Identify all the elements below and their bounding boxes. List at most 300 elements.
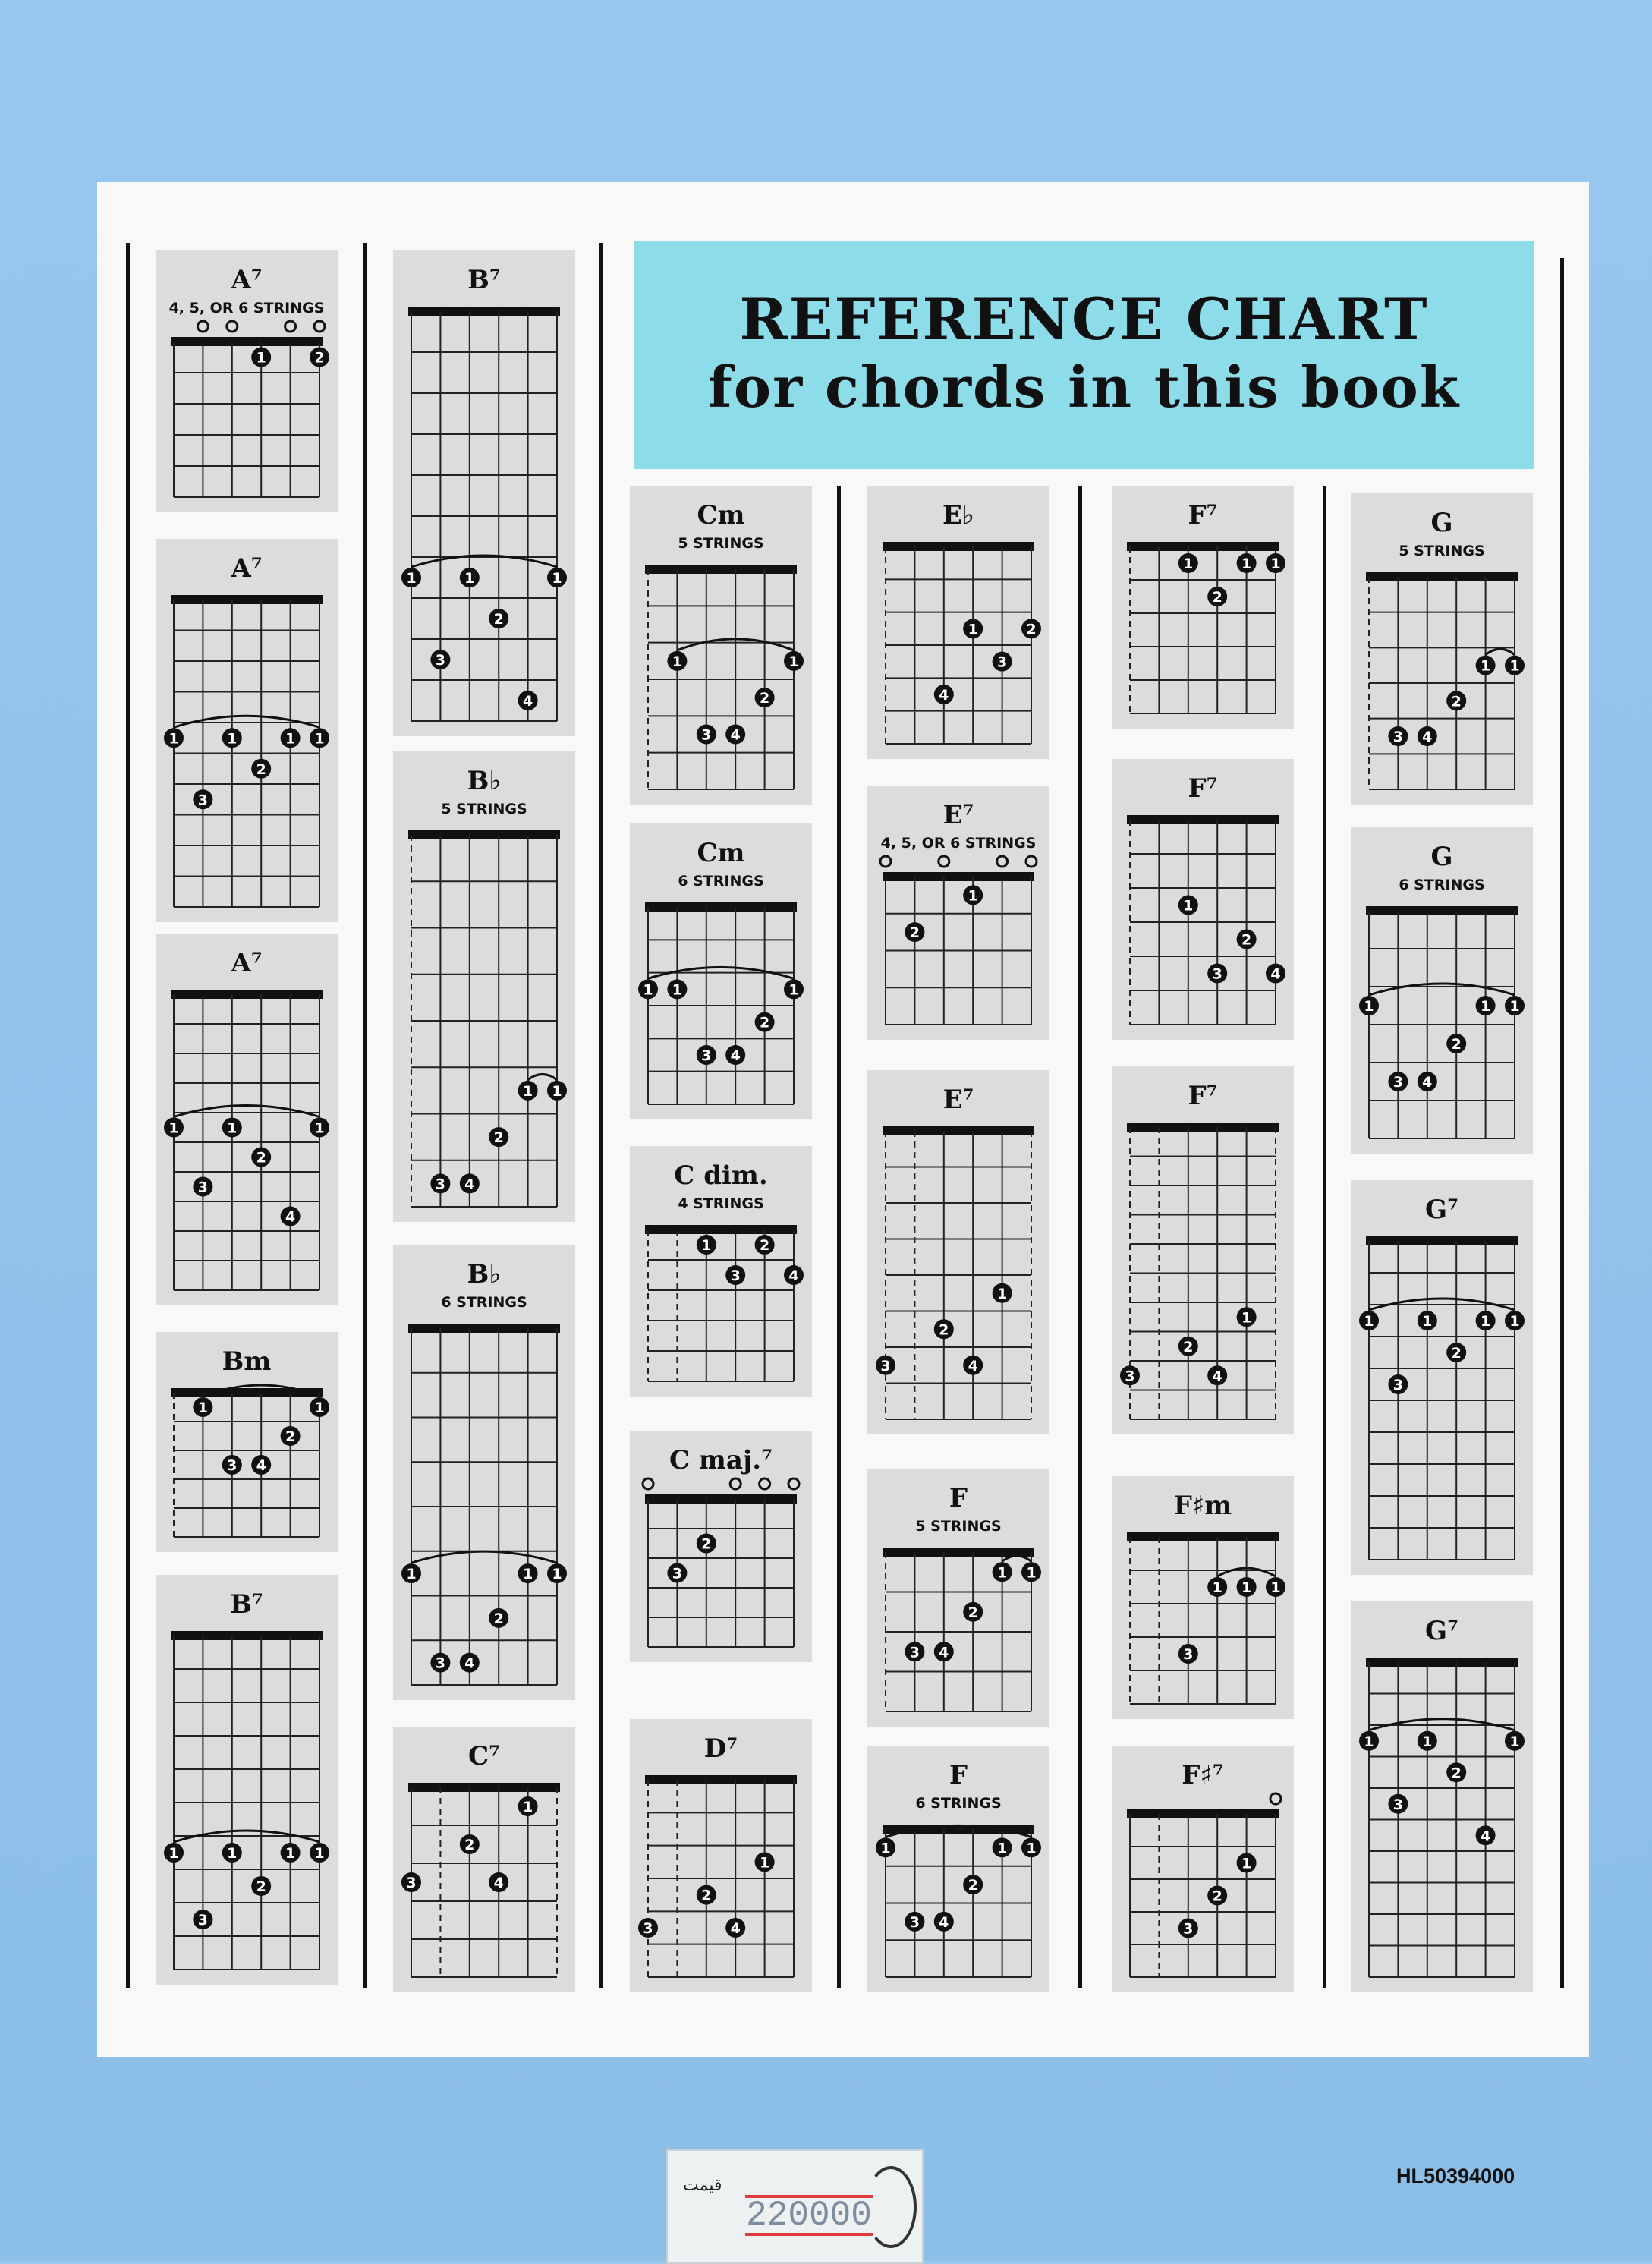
finger-dot: [1178, 553, 1198, 573]
finger-number: 1: [1509, 998, 1520, 1015]
chord-nut: [1127, 542, 1279, 551]
finger-dot: [310, 348, 329, 367]
chord-name: E⁷: [942, 1085, 974, 1115]
finger-dot: [1207, 1365, 1227, 1385]
finger-dot: [489, 1127, 508, 1147]
chord-name: F⁷: [1188, 773, 1218, 804]
finger-dot: [1237, 1307, 1257, 1327]
finger-dot: [963, 1356, 983, 1375]
finger-dot: [697, 1235, 716, 1255]
finger-dot: [251, 759, 271, 779]
finger-dot: [460, 1653, 480, 1673]
finger-dot: [518, 691, 538, 710]
finger-dot: [310, 1118, 329, 1138]
finger-dot: [725, 1045, 745, 1065]
chord-name: F: [949, 1760, 968, 1790]
finger-dot: [993, 1837, 1012, 1857]
finger-dot: [1359, 1731, 1379, 1751]
finger-number: 2: [256, 1149, 266, 1167]
finger-number: 1: [314, 1845, 325, 1862]
chord-nut: [408, 307, 560, 316]
finger-dot: [1021, 1837, 1041, 1857]
finger-dot: [1120, 1365, 1140, 1385]
finger-dot: [222, 1843, 242, 1863]
finger-number: 4: [1480, 1828, 1491, 1845]
finger-number: 2: [759, 690, 770, 707]
chord-nut: [171, 337, 323, 346]
chord-nut: [1366, 906, 1518, 915]
finger-number: 3: [197, 1179, 209, 1196]
finger-number: 1: [227, 1119, 238, 1137]
finger-dot: [1446, 1762, 1466, 1782]
finger-dot: [1446, 1034, 1466, 1053]
finger-number: 1: [1183, 556, 1194, 572]
chord-name: E⁷: [942, 800, 974, 830]
chord-card: [867, 1070, 1049, 1434]
chord-nut: [408, 1783, 560, 1792]
finger-number: 3: [197, 1912, 209, 1929]
finger-number: 4: [730, 1047, 741, 1064]
finger-dot: [430, 1653, 450, 1673]
chord-name: G⁷: [1425, 1616, 1458, 1646]
finger-number: 3: [643, 1920, 653, 1937]
chord-card: [1112, 759, 1294, 1040]
chord-nut: [1366, 1658, 1518, 1667]
finger-number: 3: [1392, 1796, 1404, 1813]
chord-string-count: 6 STRINGS: [441, 1294, 527, 1311]
finger-dot: [1178, 1644, 1198, 1664]
finger-number: 1: [1212, 1579, 1222, 1596]
chord-nut: [883, 1126, 1034, 1135]
chord-nut: [1366, 572, 1518, 581]
finger-number: 2: [314, 349, 325, 367]
finger-dot: [1388, 1794, 1408, 1814]
chord-card: [393, 1727, 575, 1992]
finger-number: 1: [285, 730, 296, 748]
chord-string-count: 5 STRINGS: [441, 801, 527, 817]
finger-dot: [755, 1852, 775, 1872]
finger-number: 1: [522, 1082, 533, 1100]
finger-dot: [784, 651, 804, 671]
finger-number: 1: [227, 730, 238, 748]
chord-card: [1351, 827, 1533, 1154]
finger-number: 4: [256, 1457, 266, 1474]
header-title: REFERENCE CHART: [739, 285, 1429, 353]
chord-nut: [645, 1494, 797, 1504]
finger-number: 1: [968, 887, 978, 905]
finger-number: 1: [464, 570, 475, 587]
finger-number: 1: [314, 1119, 325, 1137]
finger-dot: [193, 1177, 212, 1197]
chord-name: C⁷: [468, 1741, 500, 1771]
finger-dot: [963, 1602, 983, 1622]
chord-card-bg: [630, 486, 812, 805]
finger-dot: [1359, 1311, 1379, 1330]
finger-dot: [905, 922, 924, 942]
finger-number: 4: [968, 1357, 978, 1374]
finger-dot: [1237, 1853, 1257, 1873]
finger-number: 2: [1451, 1345, 1462, 1362]
finger-number: 2: [1451, 1036, 1462, 1053]
chord-card: [630, 1146, 812, 1397]
finger-number: 2: [1212, 589, 1222, 606]
chord-name: B♭: [467, 1259, 502, 1289]
finger-number: 3: [880, 1357, 891, 1374]
chord-card-bg: [156, 934, 338, 1305]
chord-nut: [645, 1775, 797, 1784]
chord-name: A⁷: [231, 948, 263, 978]
chord-card: [1112, 1066, 1294, 1434]
finger-number: 2: [759, 1014, 770, 1031]
finger-dot: [430, 1173, 450, 1193]
finger-number: 4: [285, 1208, 296, 1226]
finger-dot: [164, 728, 184, 748]
finger-number: 2: [968, 1877, 978, 1894]
chord-name: G⁷: [1425, 1195, 1458, 1225]
finger-number: 3: [406, 1875, 417, 1891]
finger-number: 2: [968, 1604, 978, 1621]
chord-name: Cm: [697, 500, 745, 531]
finger-dot: [697, 1885, 716, 1905]
chord-string-count: 5 STRINGS: [915, 1518, 1002, 1535]
finger-number: 2: [256, 760, 266, 778]
chord-card: [393, 250, 575, 736]
chord-card: [867, 1746, 1049, 1992]
chord-card: [1112, 486, 1294, 729]
finger-dot: [1207, 1886, 1227, 1906]
finger-dot: [1021, 619, 1041, 638]
finger-dot: [401, 1563, 421, 1583]
finger-dot: [1207, 964, 1227, 984]
finger-dot: [993, 652, 1012, 672]
finger-dot: [755, 688, 775, 707]
chord-nut: [171, 595, 323, 604]
sticker-stamp: [865, 2166, 917, 2248]
chord-name: Cm: [697, 838, 745, 868]
finger-number: 4: [788, 1267, 799, 1284]
finger-dot: [784, 1265, 804, 1285]
finger-number: 1: [168, 1119, 179, 1137]
finger-dot: [934, 685, 954, 704]
finger-number: 3: [1183, 1646, 1194, 1663]
finger-number: 1: [1509, 1313, 1520, 1330]
chord-string-count: 6 STRINGS: [915, 1795, 1002, 1812]
chord-card: [156, 539, 338, 922]
finger-number: 4: [1422, 729, 1433, 745]
finger-number: 1: [285, 1845, 296, 1862]
finger-number: 3: [435, 1176, 446, 1193]
finger-dot: [164, 1118, 184, 1138]
finger-number: 1: [1026, 1840, 1037, 1857]
chord-card-bg: [867, 1070, 1049, 1434]
finger-number: 3: [672, 1565, 683, 1582]
finger-dot: [725, 1918, 745, 1938]
chord-name: B♭: [467, 766, 502, 796]
finger-dot: [1021, 1562, 1041, 1582]
finger-dot: [460, 1173, 480, 1193]
finger-number: 1: [968, 621, 978, 638]
finger-number: 1: [197, 1400, 209, 1416]
finger-number: 2: [493, 1129, 504, 1147]
finger-number: 1: [996, 1285, 1008, 1302]
finger-number: 3: [227, 1457, 238, 1474]
finger-number: 2: [759, 1237, 770, 1254]
finger-dot: [222, 1455, 242, 1475]
finger-dot: [934, 1319, 954, 1339]
finger-number: 1: [1480, 1313, 1491, 1330]
chord-card: [1112, 1476, 1294, 1719]
finger-dot: [251, 1455, 271, 1475]
chord-nut: [883, 542, 1034, 551]
finger-dot: [1266, 553, 1285, 573]
finger-dot: [963, 1875, 983, 1894]
chord-name: G: [1430, 842, 1453, 872]
chord-card: [630, 823, 812, 1119]
finger-dot: [697, 725, 716, 745]
finger-dot: [518, 1081, 538, 1101]
finger-number: 4: [464, 1176, 475, 1193]
finger-number: 1: [701, 1237, 712, 1254]
chord-nut: [1127, 1123, 1279, 1132]
finger-number: 1: [1364, 1733, 1374, 1750]
finger-number: 1: [406, 1566, 417, 1583]
chord-card-bg: [393, 1245, 575, 1700]
finger-dot: [1237, 930, 1257, 949]
finger-number: 1: [1509, 657, 1520, 675]
finger-number: 3: [197, 792, 209, 809]
finger-number: 3: [435, 1655, 446, 1672]
price-label: قیمت: [683, 2176, 722, 2195]
chord-card: [867, 786, 1049, 1040]
finger-dot: [401, 568, 421, 587]
chord-card: [630, 486, 812, 805]
finger-dot: [1505, 996, 1525, 1015]
finger-dot: [905, 1642, 924, 1661]
finger-number: 4: [493, 1875, 504, 1891]
finger-number: 3: [996, 653, 1008, 671]
finger-number: 2: [1212, 1888, 1222, 1905]
finger-number: 3: [701, 726, 712, 744]
finger-number: 2: [256, 1878, 266, 1895]
finger-dot: [193, 1910, 212, 1929]
catalog-number: HL50394000: [1396, 2165, 1515, 2187]
chord-name: F♯m: [1173, 1491, 1232, 1521]
chord-name: C maj.⁷: [669, 1445, 773, 1475]
finger-dot: [547, 568, 567, 587]
chord-card: [393, 751, 575, 1222]
chord-name: G: [1430, 508, 1453, 538]
finger-number: 2: [909, 924, 920, 942]
header-subtitle: for chords in this book: [707, 355, 1461, 420]
finger-dot: [281, 1207, 301, 1226]
finger-number: 1: [552, 570, 562, 587]
chord-nut: [645, 1225, 797, 1234]
finger-dot: [547, 1563, 567, 1583]
finger-dot: [1178, 1919, 1198, 1938]
finger-number: 2: [1026, 621, 1037, 638]
finger-number: 1: [1422, 1733, 1433, 1750]
finger-number: 4: [939, 1644, 949, 1661]
finger-number: 2: [1451, 1765, 1462, 1782]
finger-dot: [489, 609, 508, 628]
finger-dot: [1476, 656, 1496, 675]
chord-card: [867, 486, 1049, 759]
finger-number: 1: [314, 1400, 325, 1416]
chord-name: A⁷: [231, 553, 263, 584]
chord-string-count: 4, 5, OR 6 STRINGS: [880, 835, 1037, 852]
finger-dot: [1418, 1311, 1437, 1330]
finger-dot: [1266, 964, 1285, 984]
finger-number: 1: [880, 1840, 891, 1857]
finger-number: 3: [730, 1267, 741, 1284]
finger-dot: [518, 1563, 538, 1583]
chord-nut: [1127, 815, 1279, 824]
chord-nut: [171, 1631, 323, 1640]
finger-dot: [1266, 1577, 1285, 1597]
finger-number: 1: [1364, 998, 1374, 1015]
chord-nut: [1127, 1809, 1279, 1818]
finger-number: 1: [256, 349, 266, 367]
finger-number: 1: [1241, 1855, 1252, 1872]
finger-number: 2: [701, 1887, 712, 1904]
chord-nut: [883, 872, 1034, 881]
finger-dot: [876, 1356, 895, 1375]
finger-number: 1: [227, 1845, 238, 1862]
finger-dot: [963, 885, 983, 905]
chord-name: B⁷: [230, 1589, 263, 1620]
finger-number: 2: [1451, 693, 1462, 710]
chord-card: [156, 1332, 338, 1552]
finger-dot: [1178, 896, 1198, 915]
finger-dot: [1178, 1337, 1198, 1356]
finger-dot: [193, 1397, 212, 1417]
finger-dot: [963, 619, 983, 638]
finger-number: 4: [1270, 965, 1281, 983]
finger-dot: [193, 789, 212, 809]
price-value: 220000: [746, 2196, 872, 2235]
finger-dot: [638, 979, 658, 999]
finger-dot: [1418, 726, 1437, 746]
finger-dot: [934, 1912, 954, 1932]
finger-number: 1: [552, 1566, 562, 1583]
chord-name: A⁷: [231, 265, 263, 295]
chord-name: Bm: [222, 1346, 272, 1377]
finger-dot: [755, 1012, 775, 1032]
finger-number: 4: [730, 726, 741, 744]
finger-number: 2: [493, 1610, 504, 1627]
finger-dot: [1207, 1577, 1227, 1597]
finger-dot: [281, 728, 301, 748]
finger-dot: [993, 1562, 1012, 1582]
finger-number: 1: [1270, 1579, 1281, 1596]
finger-dot: [638, 1918, 658, 1938]
finger-dot: [310, 1843, 329, 1863]
finger-dot: [876, 1837, 895, 1857]
finger-number: 1: [1509, 1733, 1520, 1750]
finger-dot: [1505, 656, 1525, 675]
finger-dot: [1505, 1731, 1525, 1751]
finger-number: 1: [672, 981, 683, 999]
chord-string-count: 5 STRINGS: [678, 535, 764, 552]
finger-dot: [1207, 587, 1227, 606]
finger-dot: [905, 1912, 924, 1932]
finger-dot: [1388, 726, 1408, 746]
finger-dot: [547, 1081, 567, 1101]
finger-dot: [460, 1834, 480, 1854]
price-sticker: [666, 2149, 924, 2264]
finger-dot: [1476, 1311, 1496, 1330]
finger-dot: [401, 1872, 421, 1892]
finger-dot: [725, 1265, 745, 1285]
chord-card-bg: [393, 250, 575, 736]
finger-number: 1: [1241, 556, 1252, 572]
finger-dot: [667, 979, 687, 999]
finger-number: 1: [788, 981, 799, 999]
finger-number: 2: [1183, 1338, 1194, 1356]
finger-number: 3: [1392, 1377, 1404, 1393]
finger-dot: [489, 1608, 508, 1628]
finger-number: 3: [1392, 729, 1404, 745]
finger-number: 2: [285, 1428, 296, 1445]
finger-dot: [1388, 1374, 1408, 1394]
finger-number: 1: [643, 981, 653, 999]
chord-name: F♯⁷: [1182, 1760, 1224, 1790]
finger-number: 3: [1392, 1074, 1404, 1091]
chord-card: [156, 1575, 338, 1985]
finger-dot: [697, 1534, 716, 1554]
chord-string-count: 4, 5, OR 6 STRINGS: [168, 300, 325, 316]
finger-number: 1: [314, 730, 325, 748]
chord-card: [156, 934, 338, 1305]
finger-number: 3: [435, 652, 446, 669]
finger-number: 1: [788, 653, 799, 670]
finger-dot: [993, 1283, 1012, 1303]
chord-nut: [645, 565, 797, 574]
finger-dot: [1505, 1311, 1525, 1330]
finger-dot: [251, 1876, 271, 1896]
chord-string-count: 4 STRINGS: [678, 1195, 764, 1212]
finger-dot: [1476, 1825, 1496, 1845]
finger-dot: [251, 348, 271, 367]
finger-number: 2: [1241, 931, 1252, 949]
finger-dot: [164, 1843, 184, 1863]
finger-number: 2: [701, 1535, 712, 1553]
finger-number: 1: [1270, 556, 1281, 572]
finger-dot: [784, 979, 804, 999]
chord-card: [156, 250, 338, 512]
chord-name: F⁷: [1188, 1081, 1218, 1111]
finger-number: 4: [1422, 1074, 1433, 1091]
finger-dot: [1418, 1731, 1437, 1751]
finger-dot: [460, 568, 480, 587]
finger-number: 1: [1183, 897, 1194, 915]
chord-card: [867, 1469, 1049, 1727]
chord-card: [630, 1431, 812, 1662]
chord-nut: [1366, 1236, 1518, 1245]
finger-dot: [430, 650, 450, 669]
finger-number: 1: [1480, 998, 1491, 1015]
finger-dot: [222, 728, 242, 748]
finger-number: 1: [1364, 1313, 1374, 1330]
finger-dot: [1418, 1072, 1437, 1091]
finger-number: 1: [672, 653, 683, 670]
finger-dot: [1359, 996, 1379, 1015]
chord-string-count: 6 STRINGS: [678, 873, 764, 890]
finger-number: 1: [1241, 1309, 1252, 1327]
finger-number: 1: [996, 1564, 1008, 1582]
chord-nut: [408, 830, 560, 839]
chord-name: B⁷: [467, 265, 501, 295]
